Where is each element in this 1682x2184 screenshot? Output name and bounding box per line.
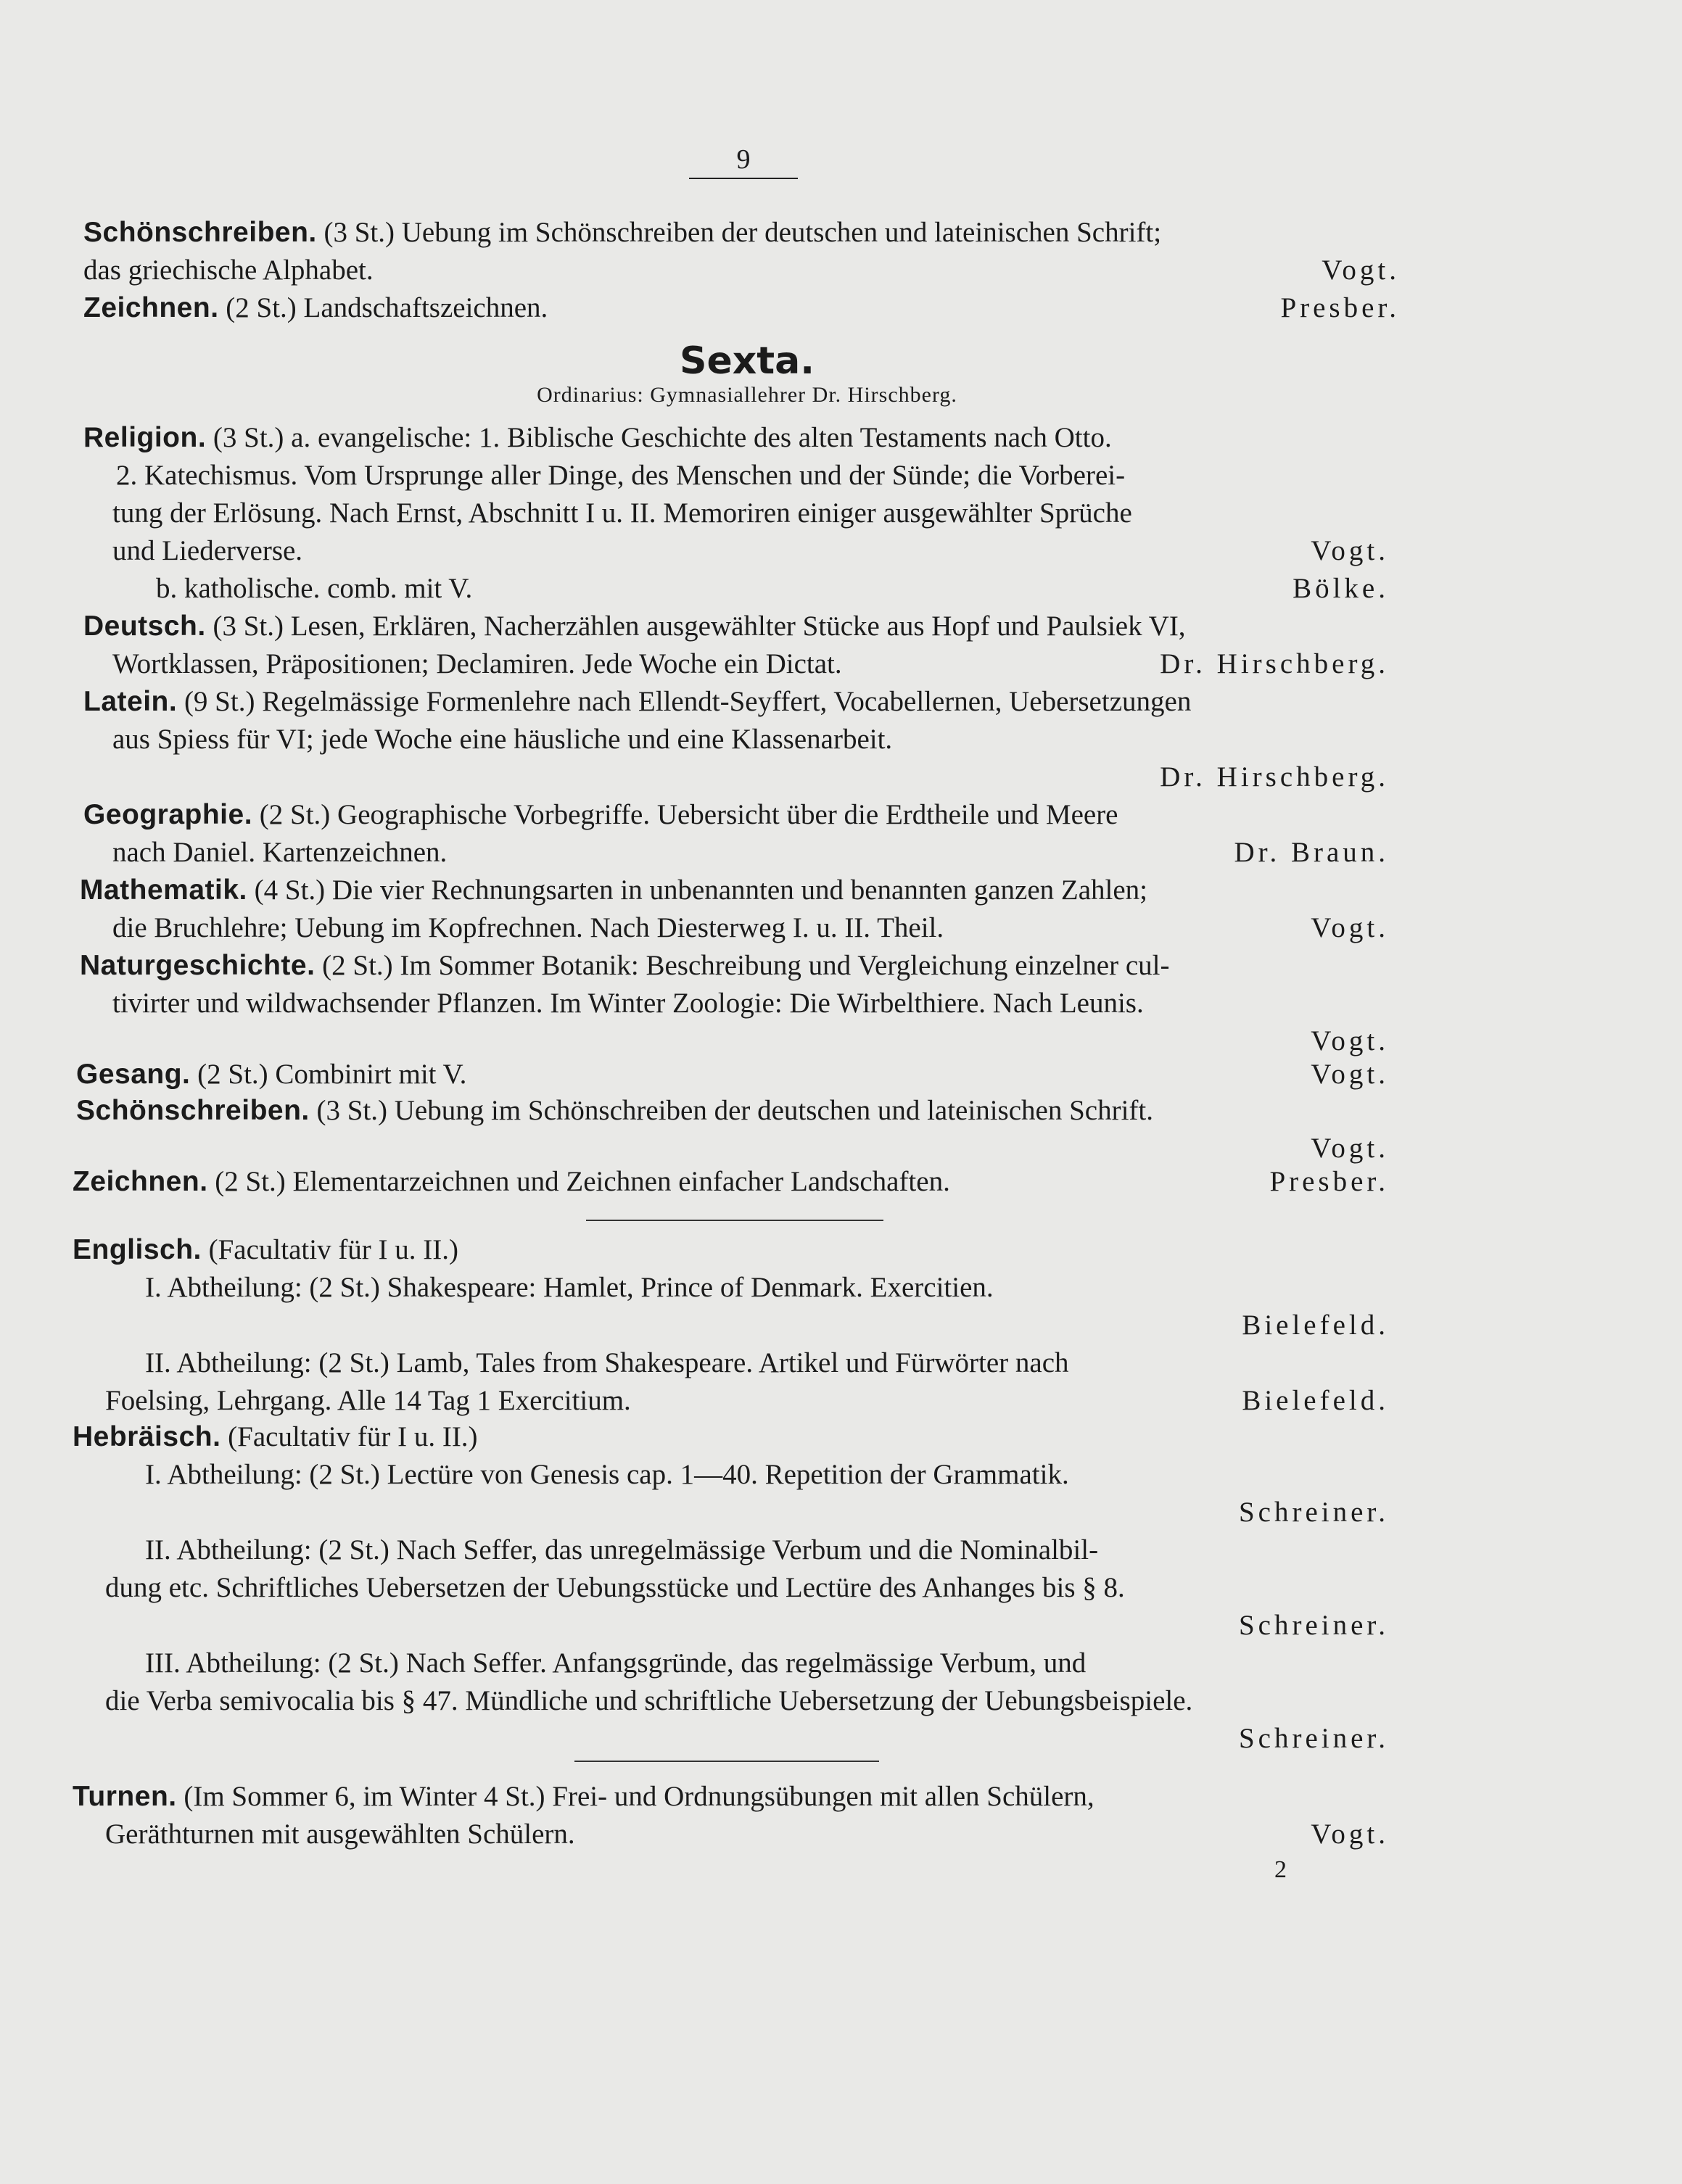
body-text: das griechische Alphabet.	[83, 255, 374, 286]
subject-text: (3 St.) Uebung im Schönschreiben der deutschen und lateinischen Schrift;	[323, 217, 1162, 248]
subject-latein: Latein.	[83, 686, 178, 717]
subject-schoenschreiben-v: Schönschreiben.	[83, 217, 317, 248]
teacher-name: Bölke.	[1293, 573, 1389, 604]
subject-hebraeisch: Hebräisch.	[73, 1421, 221, 1452]
subject-text: (2 St.) Elementarzeichnen und Zeichnen einfacher Landschaften.	[215, 1166, 950, 1197]
teacher-name: Presber.	[1280, 292, 1400, 323]
subject-text: (Facultativ für I u. II.)	[228, 1421, 478, 1452]
teacher-name: Vogt.	[1311, 1025, 1389, 1056]
body-text: II. Abtheilung: (2 St.) Nach Seffer, das unregelmässige Verbum und die Nominalbil-	[145, 1534, 1099, 1565]
sheet-signature-mark: 2	[1274, 1856, 1287, 1883]
body-text: Geräthturnen mit ausgewählten Schülern.	[105, 1819, 575, 1850]
subject-turnen: Turnen.	[73, 1781, 177, 1812]
teacher-name: Schreiner.	[1238, 1497, 1389, 1528]
teacher-name: Vogt.	[1311, 1819, 1389, 1850]
teacher-name: Vogt.	[1311, 1133, 1389, 1164]
subject-naturgeschichte: Naturgeschichte.	[80, 950, 316, 981]
subject-text: (3 St.) Uebung im Schönschreiben der deutschen und lateinischen Schrift.	[316, 1095, 1153, 1126]
teacher-name: Dr. Braun.	[1234, 837, 1389, 868]
subject-text: (Im Sommer 6, im Winter 4 St.) Frei- und Ordnungsübungen mit allen Schülern,	[184, 1781, 1094, 1812]
subject-text: (9 St.) Regelmässige Formenlehre nach Ellendt-Seyffert, Vocabellernen, Uebersetzungen	[184, 686, 1192, 717]
body-text: Foelsing, Lehrgang. Alle 14 Tag 1 Exercitium.	[105, 1385, 631, 1416]
subject-text: (2 St.) Landschaftszeichnen.	[226, 292, 548, 323]
subject-gesang: Gesang.	[76, 1059, 191, 1090]
teacher-name: Dr. Hirschberg.	[1160, 648, 1389, 679]
page-number: 9	[736, 144, 751, 175]
body-text: tung der Erlösung. Nach Ernst, Abschnitt I u. II. Memoriren einiger ausgewählter Sprüche	[112, 497, 1132, 529]
body-text: b. katholische. comb. mit V.	[156, 573, 473, 604]
body-text: I. Abtheilung: (2 St.) Shakespeare: Hamlet, Prince of Denmark. Exercitien.	[145, 1272, 994, 1303]
body-text: nach Daniel. Kartenzeichnen.	[112, 837, 448, 868]
body-text: tivirter und wildwachsender Pflanzen. Im Winter Zoologie: Die Wirbelthiere. Nach Leunis.	[112, 988, 1144, 1019]
subject-zeichnen-v: Zeichnen.	[83, 292, 219, 323]
teacher-name: Schreiner.	[1238, 1610, 1389, 1641]
line-turnen-1	[73, 1778, 1094, 1816]
body-text: III. Abtheilung: (2 St.) Nach Seffer. Anfangsgründe, das regelmässige Verbum, und	[145, 1647, 1087, 1679]
body-text: und Liederverse.	[112, 535, 303, 566]
subject-text: (3 St.) a. evangelische: 1. Biblische Geschichte des alten Testaments nach Otto.	[213, 422, 1112, 453]
ordinarius-line: Ordinarius: Gymnasiallehrer Dr. Hirschberg.	[537, 383, 957, 407]
body-text: dung etc. Schriftliches Uebersetzen der Uebungsstücke und Lectüre des Anhanges bis § 8.	[105, 1572, 1125, 1603]
body-text: aus Spiess für VI; jede Woche eine häusliche und eine Klassenarbeit.	[112, 724, 893, 755]
turnen-body	[73, 0, 1400, 2184]
subject-schoenschreiben-vi: Schönschreiben.	[76, 1095, 310, 1126]
subject-religion: Religion.	[83, 422, 207, 453]
body-text: Wortklassen, Präpositionen; Declamiren. Jede Woche ein Dictat.	[112, 648, 842, 679]
subject-text: (Facultativ für I u. II.)	[208, 1234, 458, 1265]
subject-mathematik: Mathematik.	[80, 874, 247, 906]
line-turnen-2	[105, 1816, 1389, 1853]
subject-text: (2 St.) Geographische Vorbegriffe. Uebersicht über die Erdtheile und Meere	[259, 799, 1118, 830]
teacher-name: Vogt.	[1322, 255, 1400, 286]
teacher-name: Presber.	[1269, 1166, 1389, 1197]
teacher-name: Bielefeld.	[1242, 1310, 1389, 1341]
teacher-name: Vogt.	[1311, 535, 1389, 566]
body-text: I. Abtheilung: (2 St.) Lectüre von Genesis cap. 1—40. Repetition der Grammatik.	[145, 1459, 1069, 1490]
subject-text: (4 St.) Die vier Rechnungsarten in unbenannten und benannten ganzen Zahlen;	[254, 874, 1148, 906]
body-text: die Verba semivocalia bis § 47. Mündliche und schriftliche Uebersetzung der Uebungsbeispiele.	[105, 1685, 1193, 1716]
subject-text: (2 St.) Combinirt mit V.	[197, 1059, 467, 1090]
body-text: 2. Katechismus. Vom Ursprunge aller Dinge, des Menschen und der Sünde; die Vorberei-	[116, 460, 1126, 491]
body-text: die Bruchlehre; Uebung im Kopfrechnen. Nach Diesterweg I. u. II. Theil.	[112, 912, 944, 943]
subject-deutsch: Deutsch.	[83, 611, 206, 642]
subject-text: (2 St.) Im Sommer Botanik: Beschreibung und Vergleichung einzelner cul-	[322, 950, 1170, 981]
subject-text: (3 St.) Lesen, Erklären, Nacherzählen ausgewählter Stücke aus Hopf und Paulsiek VI,	[213, 611, 1186, 642]
teacher-name: Vogt.	[1311, 912, 1389, 943]
section-title-sexta: Sexta.	[680, 339, 815, 383]
body-text: II. Abtheilung: (2 St.) Lamb, Tales from Shakespeare. Artikel und Fürwörter nach	[145, 1347, 1069, 1378]
subject-englisch: Englisch.	[73, 1234, 202, 1265]
teacher-name: Bielefeld.	[1242, 1385, 1389, 1416]
teacher-name: Dr. Hirschberg.	[1160, 761, 1389, 793]
teacher-name: Vogt.	[1311, 1059, 1389, 1090]
subject-zeichnen-vi: Zeichnen.	[73, 1166, 208, 1197]
subject-geographie: Geographie.	[83, 799, 253, 830]
teacher-name: Schreiner.	[1238, 1723, 1389, 1754]
